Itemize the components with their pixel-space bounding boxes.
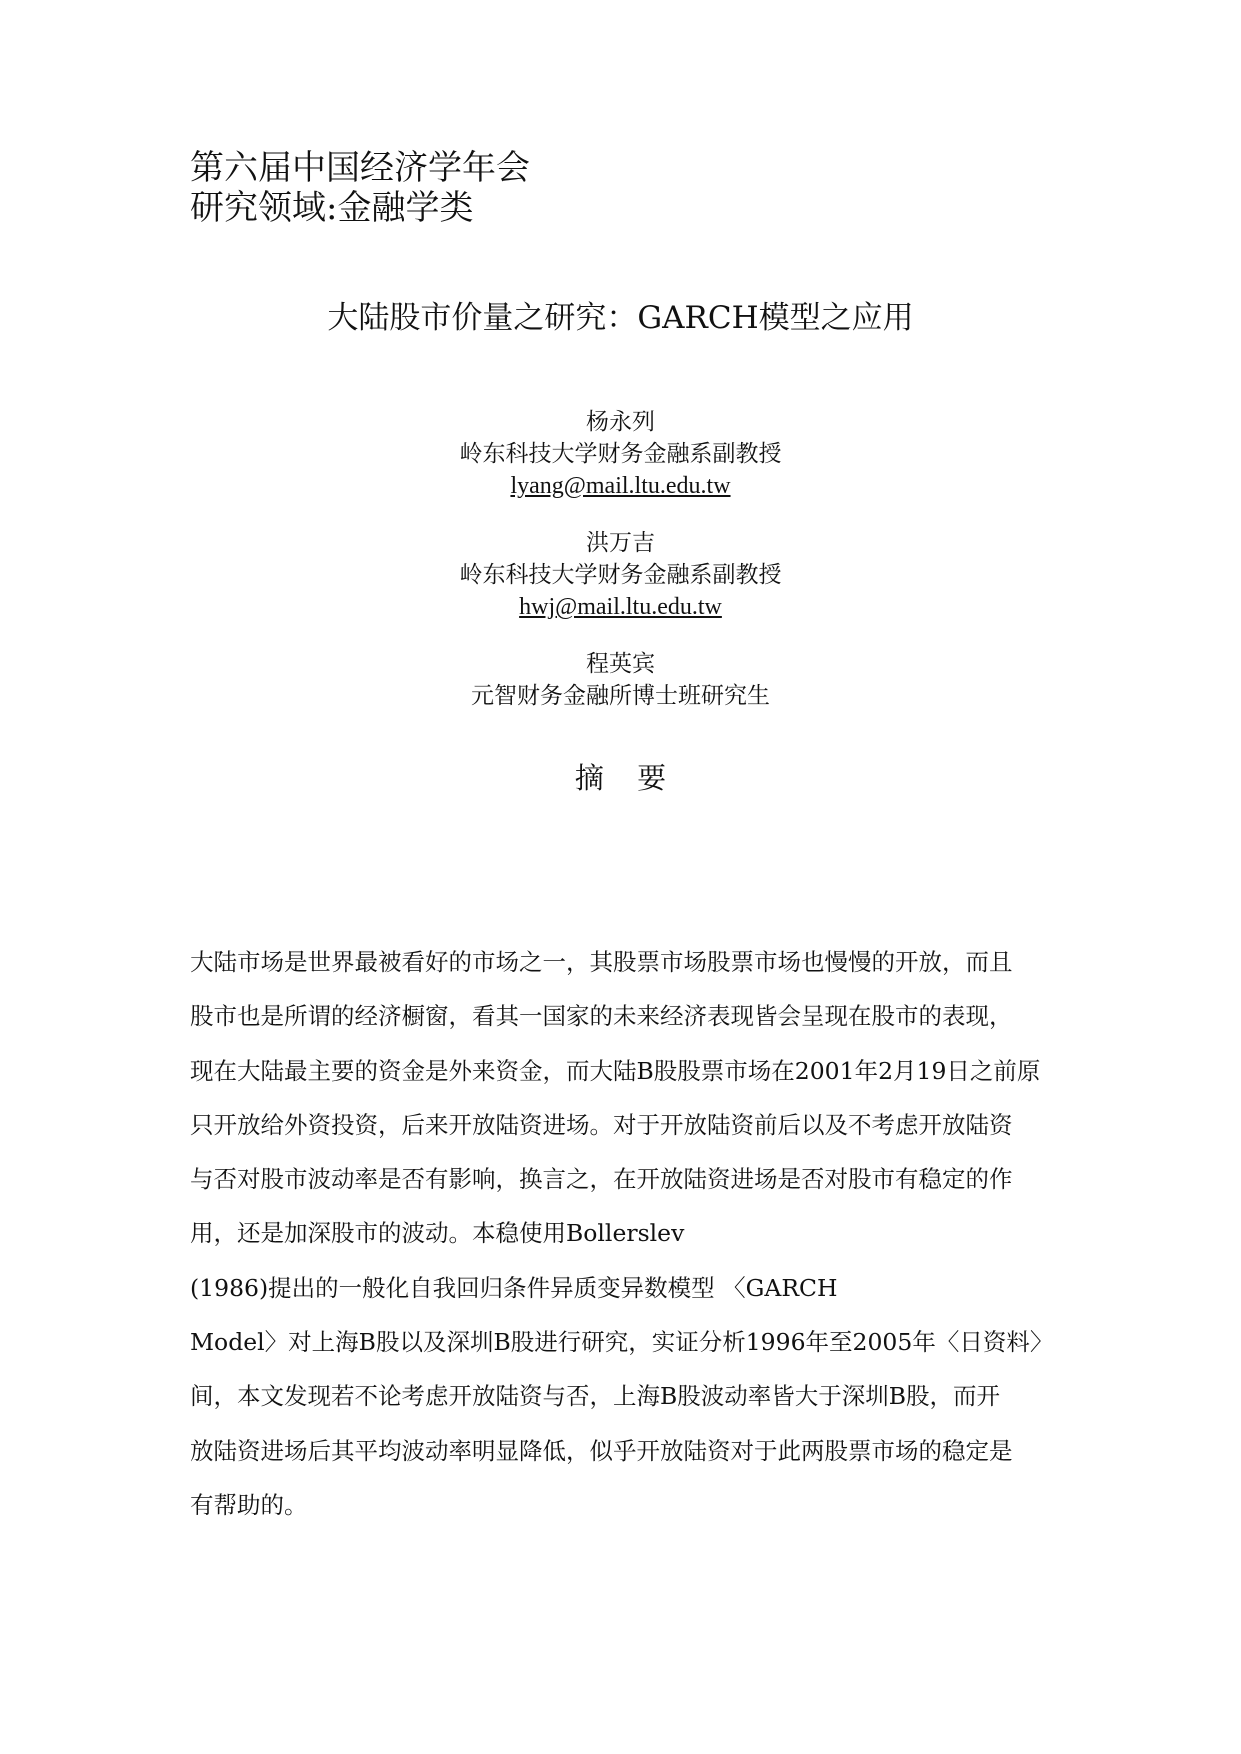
author-block	[0, 527, 1241, 623]
conference-header	[190, 148, 530, 228]
research-field: 研究领域:金融学类	[190, 188, 474, 228]
author-name: 洪万吉	[586, 530, 655, 556]
author-affiliation: 岭东科技大学财务金融系副教授	[459, 562, 782, 588]
conference-name: 第六届中国经济学年会	[190, 148, 530, 188]
abstract-line: 与否对股市波动率是否有影响，换言之，在开放陆资进场是否对股市有稳定的作	[190, 1165, 1013, 1194]
author-email-link[interactable]: lyang@mail.ltu.edu.tw	[510, 473, 731, 499]
abstract-heading: 摘 要	[574, 761, 679, 795]
abstract-line: 只开放给外资投资，后来开放陆资进场。对于开放陆资前后以及不考虑开放陆资	[190, 1110, 1013, 1139]
abstract-line: 放陆资进场后其平均波动率明显降低，似乎开放陆资对于此两股票市场的稳定是	[190, 1436, 1013, 1465]
author-block	[0, 648, 1241, 712]
abstract-body	[190, 935, 1070, 1532]
abstract-line: 用，还是加深股市的波动。本稳使用Bollerslev	[190, 1219, 685, 1248]
author-affiliation: 元智财务金融所博士班研究生	[471, 683, 770, 709]
abstract-line: 大陆市场是世界最被看好的市场之一，其股票市场股票市场也慢慢的开放，而且	[190, 948, 1013, 976]
abstract-line: 有帮助的。	[190, 1490, 308, 1519]
abstract-line: 股市也是所谓的经济橱窗，看其一国家的未来经济表现皆会呈现在股市的表现，	[190, 1002, 1013, 1031]
author-list	[0, 406, 1241, 737]
author-block	[0, 406, 1241, 502]
author-email-link[interactable]: hwj@mail.ltu.edu.tw	[519, 594, 722, 620]
abstract-line: 现在大陆最主要的资金是外来资金，而大陆B股股票市场在2001年2月19日之前原	[190, 1056, 1041, 1085]
abstract-line: (1986)提出的一般化自我回归条件异质变异数模型 〈GARCH	[190, 1273, 838, 1302]
author-name: 杨永列	[586, 409, 655, 435]
abstract-line: Model〉对上海B股以及深圳B股进行研究，实证分析1996年至2005年〈日资料〉	[190, 1328, 1054, 1357]
author-affiliation: 岭东科技大学财务金融系副教授	[459, 441, 782, 467]
abstract-line: 间，本文发现若不论考虑开放陆资与否，上海B股波动率皆大于深圳B股，而开	[190, 1382, 1001, 1411]
paper-title: 大陆股市价量之研究：GARCH模型之应用	[327, 300, 914, 336]
author-name: 程英宾	[586, 651, 655, 677]
